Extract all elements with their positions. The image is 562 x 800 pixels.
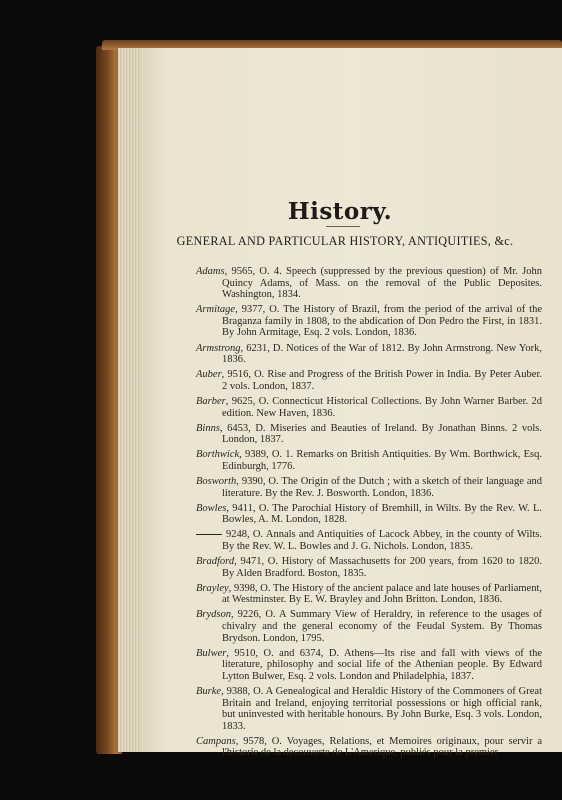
entry-author: Auber: [196, 369, 222, 381]
entry-text: , 9411, O. The Parochial History of Bremhill, in Wilts. By the Rev. W. L. Bowles, A. M. London, 1828.: [222, 502, 542, 526]
list-item: [196, 583, 542, 606]
book-page: [140, 48, 562, 759]
entry-author: Bowles: [196, 502, 227, 514]
entry-author: Burke: [196, 686, 222, 697]
entry-text: , 9578, O. Voyages, Relations, et Memoires originaux, pour servir a l'historie de la decouverte de L'Amerique, publiés pour la premier: [222, 735, 542, 759]
entry-text: , 9398, O. The History of the ancient palace and late houses of Parliament, at Westminster. By E. W. Brayley and John Britton. London, 1836.: [222, 582, 542, 606]
list-item: [196, 736, 542, 759]
entry-text: , 9388, O. A Genealogical and Heraldic History of the Commoners of Great Britain and Ireland, enjoying territorial possessions or high official rank, but uninvested with heritable honours. By John Burke, Esq. 3 vols. London, 1833.: [221, 686, 542, 732]
entry-text: , 9377, O. The History of Brazil, from the period of the arrival of the Braganza family in 1808, to the abdication of Don Pedro the First, in 1831. By John Armitage, Esq. 2 vols. London, 1836.: [222, 304, 542, 339]
entry-list: [196, 266, 542, 763]
entry-author: Brydson: [196, 609, 231, 621]
list-item: [196, 449, 542, 472]
list-item: [196, 503, 542, 526]
entry-author: Adams: [196, 266, 225, 277]
entry-author: Borthwick: [196, 449, 240, 461]
entry-author: Armitage: [196, 304, 236, 316]
entry-author: Bradford: [196, 556, 235, 568]
entry-author: Bosworth: [196, 476, 237, 487]
ditto-dash: [196, 534, 222, 535]
entry-text: , 9565, O. 4. Speech (suppressed by the previous question) of Mr. John Quincy Adams, of Mass. on the removal of the Public Deposites. Washington, 1834.: [222, 266, 542, 301]
entry-text: , 9226, O. A Summary View of Heraldry, in reference to the usages of chivalry and the general economy of the Feudal System. By Thomas Brydson. London, 1795.: [222, 609, 542, 644]
entry-author: Binns: [196, 422, 220, 434]
entry-text: , 9389, O. 1. Remarks on British Antiquities. By Wm. Borthwick, Esq. Edinburgh, 1776.: [222, 449, 542, 472]
entry-text: , 9390, O. The Origin of the Dutch ; with a sketch of their language and literature. By the Rev. J. Bosworth. London, 1836.: [222, 476, 542, 499]
list-item: [196, 476, 542, 499]
entry-text: , 9516, O. Rise and Progress of the British Power in India. By Peter Auber. 2 vols. London, 1837.: [221, 369, 542, 392]
page-heading: History.: [287, 198, 393, 225]
book: [96, 40, 562, 760]
entry-text: , 9471, O. History of Massachusetts for 200 years, from 1620 to 1820. By Alden Bradford. Boston, 1835.: [222, 556, 542, 579]
entry-author: Brayley: [196, 582, 229, 594]
heading-rule: [326, 226, 360, 227]
list-item: [196, 266, 542, 301]
list-item: [196, 529, 542, 552]
list-item: [196, 304, 542, 339]
list-item: [196, 369, 542, 392]
entry-text: , 6453, D. Miseries and Beauties of Ireland. By Jonathan Binns. 2 vols. London, 1837.: [219, 422, 542, 446]
entry-text: , 9625, O. Connecticut Historical Collections. By John Warner Barber. 2d edition. New Haven, 1836.: [222, 395, 542, 419]
list-item: [196, 556, 542, 579]
list-item: [196, 343, 542, 366]
entry-author: Armstrong: [196, 342, 241, 354]
list-item: [196, 423, 542, 446]
entry-text: , 6231, D. Notices of the War of 1812. By John Armstrong. New York, 1836.: [222, 342, 542, 366]
list-item: [196, 648, 542, 683]
entry-text: 9248, O. Annals and Antiquities of Lacock Abbey, in the county of Wilts. By the Rev. W. L. Bowles and J. G. Nichols. London, 1835.: [222, 529, 542, 552]
entry-author: Bulwer: [196, 647, 227, 659]
list-item: [196, 686, 542, 732]
entry-text: , 9510, O. and 6374, D. Athens—Its rise and fall with views of the literature, philosophy and social life of the Athenian people. By Edward Lytton Bulwer, Esq. 2 vols. London and Philadelphia, 1837.: [222, 647, 542, 682]
entry-author: Campans: [196, 735, 236, 747]
entry-author: Barber: [196, 395, 226, 407]
list-item: [196, 609, 542, 644]
list-item: [196, 396, 542, 419]
page-subheading: GENERAL AND PARTICULAR HISTORY, ANTIQUITIES, &c.: [176, 234, 514, 248]
